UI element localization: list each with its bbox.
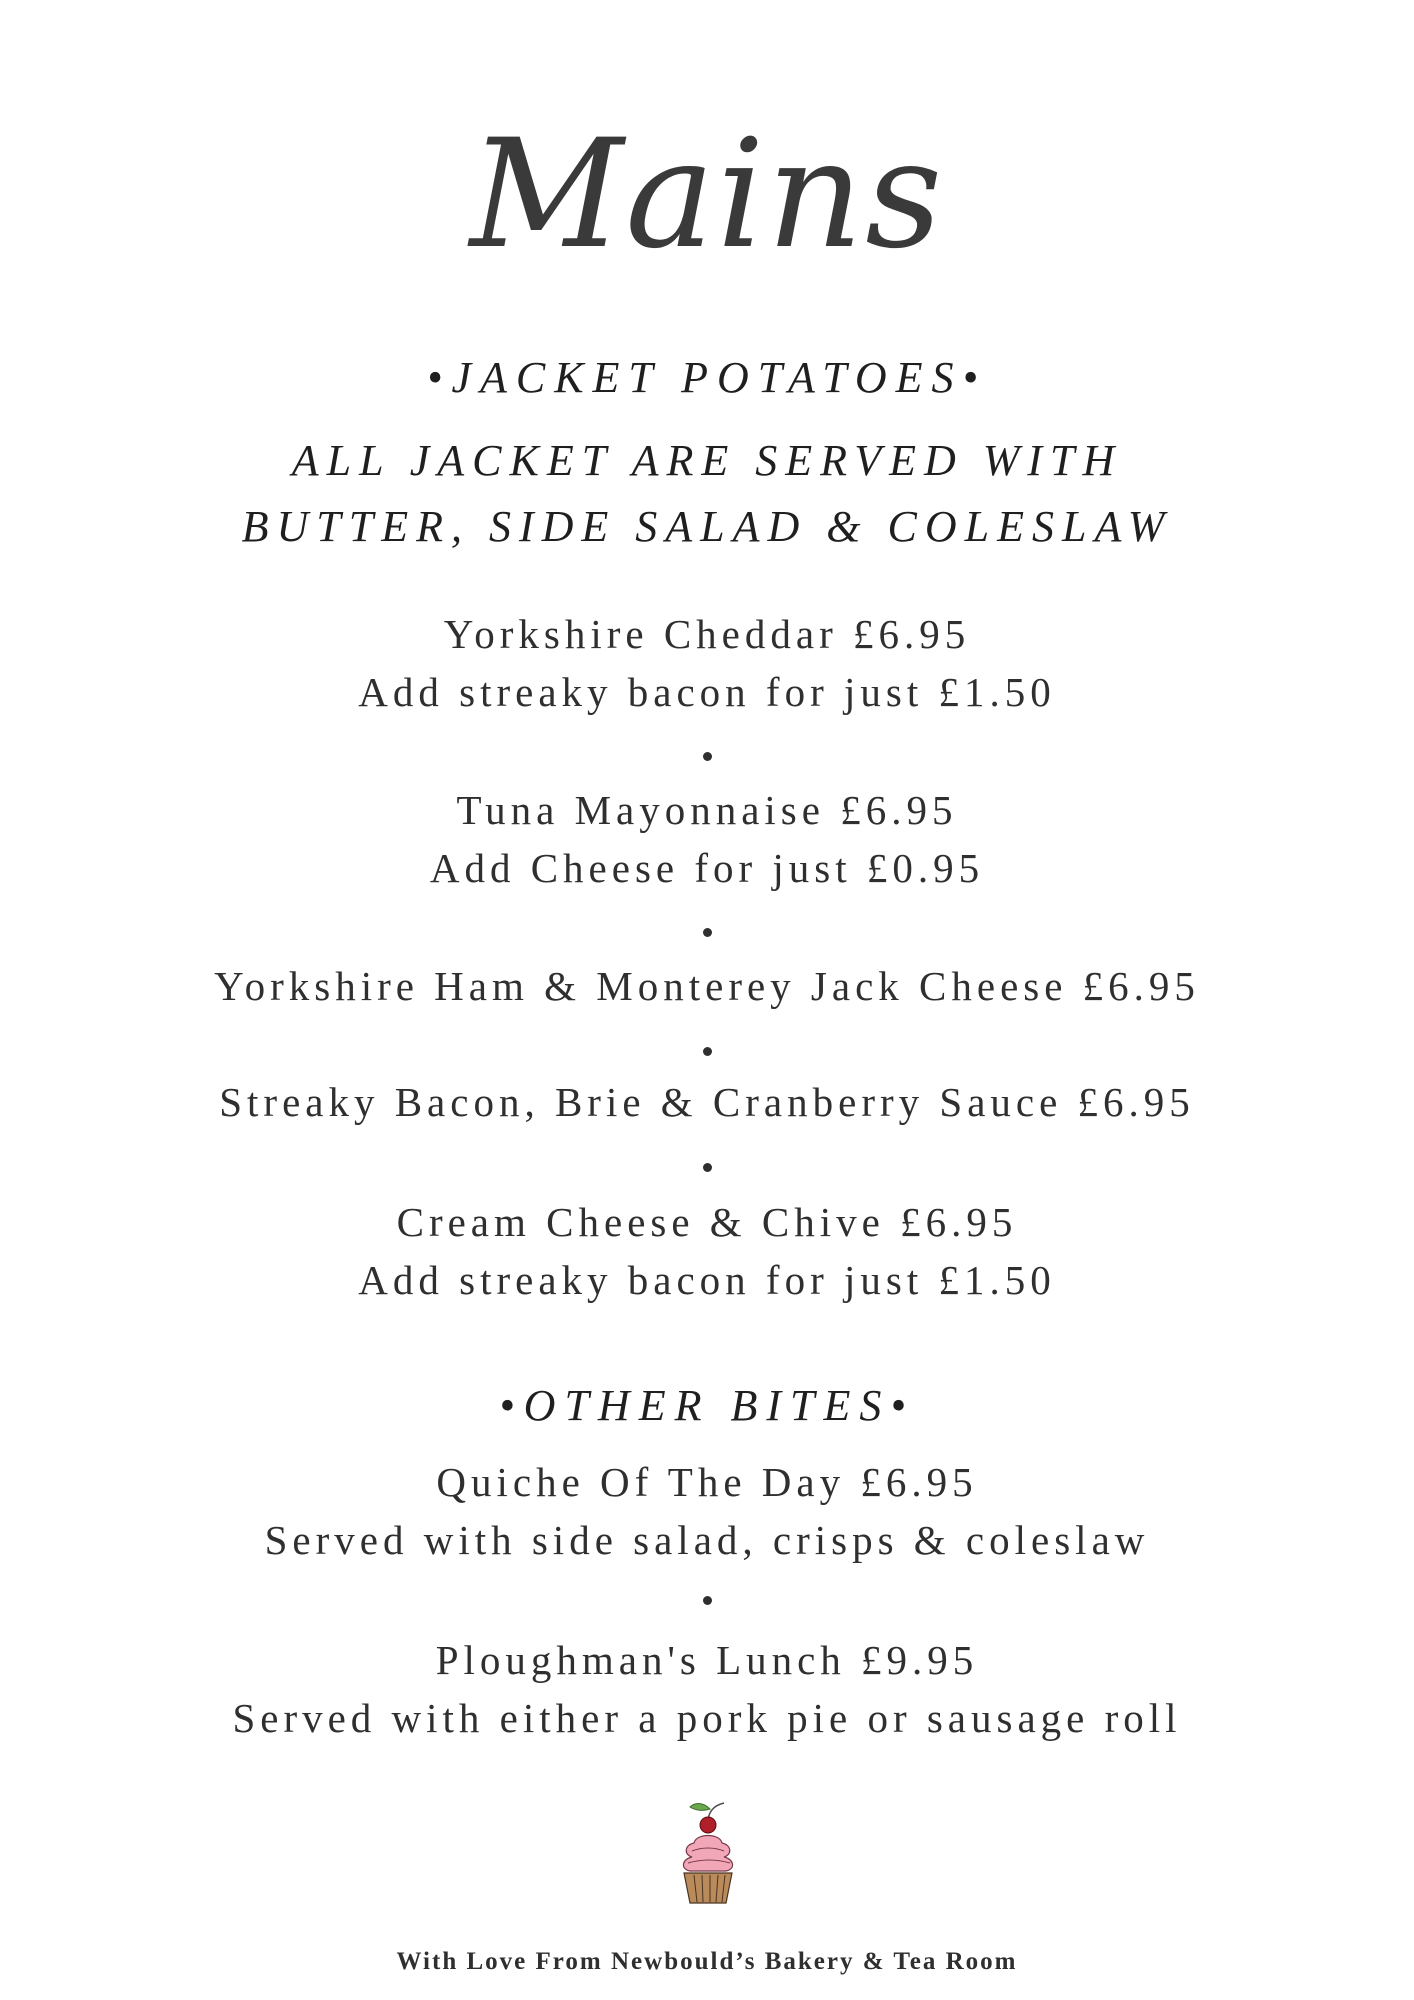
cupcake-with-cherry-icon	[672, 1795, 744, 1915]
jacket-potatoes-heading: •JACKET POTATOES•	[427, 353, 987, 402]
separator-dot	[703, 928, 712, 937]
menu-item-extra: Add streaky bacon for just £1.50	[358, 669, 1056, 715]
jacket-note-line-1: ALL JACKET ARE SERVED WITH	[291, 436, 1123, 485]
menu-item-name: Yorkshire Cheddar £6.95	[443, 611, 971, 657]
menu-item-name: Tuna Mayonnaise £6.95	[456, 787, 958, 833]
separator-dot	[703, 1596, 712, 1605]
footer-text: With Love From Newbould’s Bakery & Tea Room	[396, 1948, 1018, 1975]
separator-dot	[703, 1163, 712, 1172]
menu-item-extra: Served with either a pork pie or sausage roll	[232, 1695, 1182, 1741]
menu-item-extra: Add streaky bacon for just £1.50	[358, 1257, 1056, 1303]
menu-item-name: Quiche Of The Day £6.95	[436, 1459, 978, 1505]
other-bites-heading: •OTHER BITES•	[499, 1381, 915, 1430]
separator-dot	[703, 752, 712, 761]
menu-item-extra: Add Cheese for just £0.95	[429, 845, 985, 891]
separator-dot	[703, 1047, 712, 1056]
menu-item-name: Yorkshire Ham & Monterey Jack Cheese £6.95	[214, 963, 1200, 1009]
menu-item-name: Ploughman's Lunch £9.95	[435, 1637, 979, 1683]
menu-item-extra: Served with side salad, crisps & coleslaw	[264, 1517, 1150, 1563]
jacket-note-line-2: BUTTER, SIDE SALAD & COLESLAW	[241, 502, 1173, 551]
menu-item-name: Streaky Bacon, Brie & Cranberry Sauce £6.95	[219, 1079, 1195, 1125]
page-title: Mains	[469, 108, 945, 282]
menu-item-name: Cream Cheese & Chive £6.95	[396, 1199, 1018, 1245]
